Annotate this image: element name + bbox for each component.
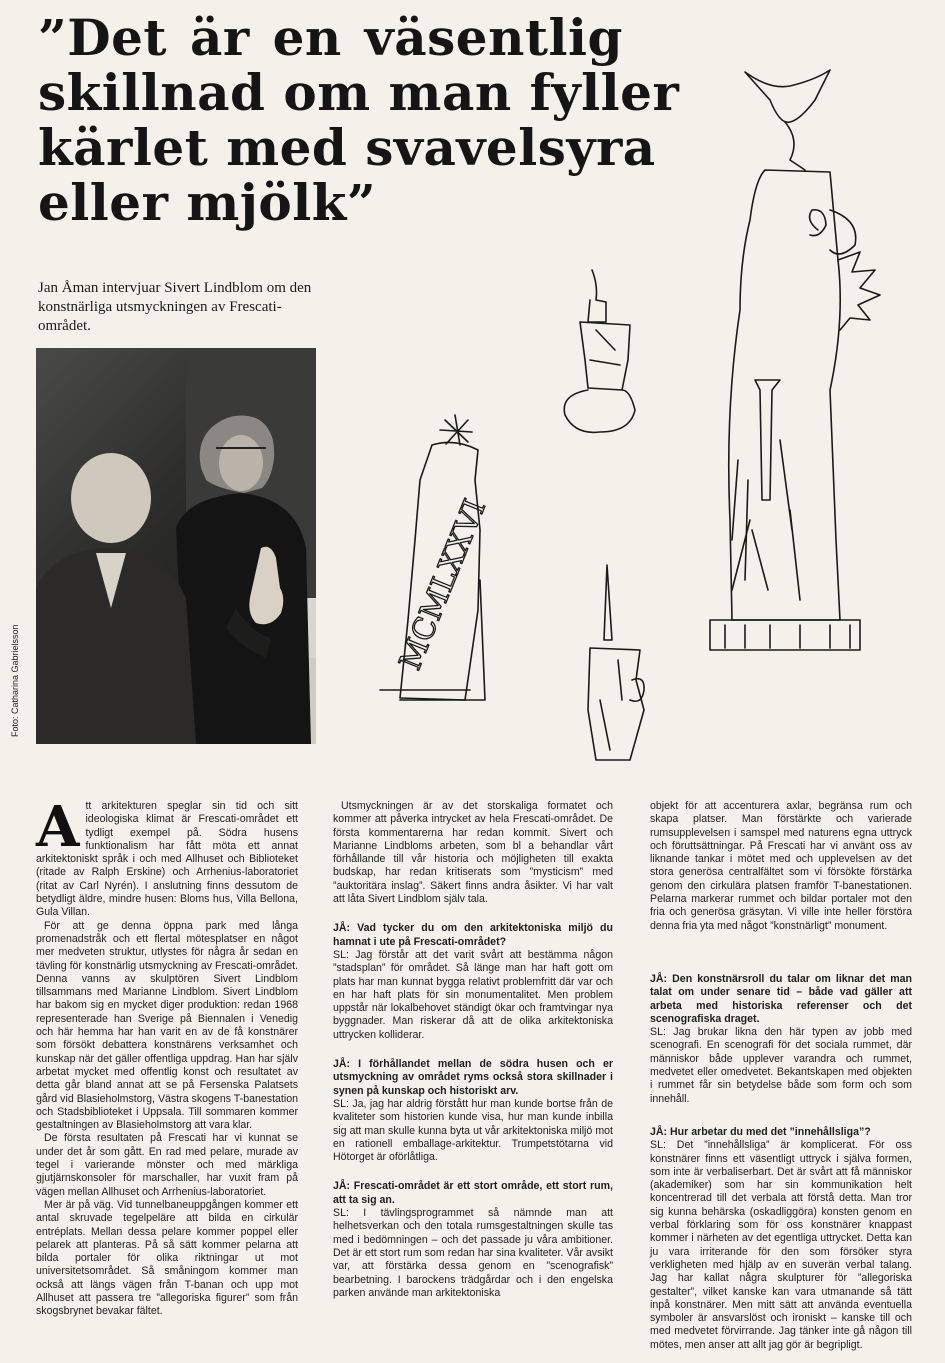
interview-answer: SL: Jag brukar likna den här typen av jobb med scenografi. En scenografi för det sociala rummet, där människor både upplever varandra och rummet, medvetet eller omedvetet. Bekantskapen med objekten i rummet får sin betydelse både som form och som innehåll. [650, 1026, 912, 1105]
interview-photo [36, 348, 316, 744]
article-column-1 [36, 794, 299, 1319]
article-column-2 [333, 800, 613, 1300]
paragraph: objekt för att accenturera axlar, begränsa rum och skapa platser. Man förstärkte och varierade rumsupplevelsen i samspel med naturens egna uttryck och föruttsättningar. På Frescati har vi använt oss av liknande tankar i mötet med och upplevelsen av det stora generösa centralfältet som vi försökte förstärka genom den cirkulära platsen framför T-banestationen. Pelarna markerar rummet och bildar portaler mot den fria och generösa gräsytan. Vi ville inte heller förstöra denna fria yta med något ”konstnärligt” monument. [650, 800, 912, 932]
interview-answer: SL: Det ”innehållsliga” är komplicerat. För oss konstnärer finns ett väsentligt uttryck i själva formen, som inte är verbaliserbart. Det är svårt att få människor (akademiker) som har sin kommunikation helt koncentrerad till det verbala att förstå detta. Man tror sig kunna behärska (oskadliggöra) konsten genom en verbal förklaring som för oss konstnärer knappast kommer i närheten av det egentliga uttrycket. Detta kan ju vara irriterande för den som försöker styra verkligheten med hjälp av en suverän verbal talang. Jag har kallat några skulpturer för ”allegoriska gestalter”, vilket kanske kan vara utmanande så tätt inpå konstnärer. Men mitt sätt att använda eventuella symboler är ansvarslöst och ironiskt – kanske till och med medvetet förvirrande. Jag tänker inte gå någon till mötes, men anser att allt jag gör är begripligt. [650, 1139, 912, 1351]
headline-line-3: kärlet med svavelsyra [38, 118, 656, 177]
headline-line-2: skillnad om man fyller [38, 63, 680, 122]
interview-answer: SL: Jag förstår att det varit svårt att bestämma någon ”stadsplan” för området. Så länge man har haft gott om plats har man kunnat bygga relativt problemfritt där var och en har haft plats för sin monumentalitet. Men problem uppstår när lokalbehovet ständigt ökar och framtvingar nya byggnader. Man riskerar då att de olika arkitektoniska uttrycken kolliderar. [333, 948, 613, 1041]
paragraph [36, 794, 298, 920]
interview-answer: SL: Ja, jag har aldrig förstått hur man kunde bortse från de kvaliteter som historien kunde visa, hur man kunde inbilla sig att man skulle kunna byta ut vår arkitektoniska miljö mot en rationell emballage-arkitektur. Trumpetstötarna vid Hötorget är oförlåtliga. [333, 1097, 613, 1164]
interview-question: JÅ: Frescati-området är ett stort område, ett stort rum, att ta sig an. [333, 1180, 613, 1206]
interview-question: JÅ: Hur arbetar du med det ”innehållsliga”? [650, 1125, 871, 1138]
paragraph: De första resultaten på Frescati har vi kunnat se under det år som gått. En rad med pelare, murade av tegel i varierande mönster och med märkliga gjutjärnskonsoler för marschaller, har vuxit fram på vägen mellan Allhuset och Arrhenius-laboratoriet. [36, 1132, 298, 1198]
headline-line-1 [38, 10, 623, 65]
paragraph-text: tt arkitekturen speglar sin tid och sitt ideologiska klimat är Frescati-området ett tydligt exempel på. Södra husens funktionalism har fått möta ett annat arkitektoniskt språk i och med Allhuset och Biblioteket (ritade av Ralph Erskine) och Arrhenius-laboratoriet (ritat av Carl Nyrén). I anslutning finns dessutom de betydligt äldre, mindre husen: Bloms hus, Villa Bellona, Gula Villan. [36, 800, 298, 919]
sculpture-sketches [360, 60, 930, 780]
paragraph: Utsmyckningen är av det storskaliga formatet och kommer att påverka intrycket av hela Frescati-området. De första kommentarerna har redan kommit. Sivert och Marianne Lindbloms arbeten, som bl a behandlar vårt förhållande till vår historia och möjligheten till exakta budskap, har redan kritiserats som ”mysticism” med ”auktoritära inslag”. Säkert finns andra åsikter. Vi har valt att låta Sivert Lindblom själv tala. [333, 800, 613, 906]
intro-text: Jan Åman intervjuar Sivert Lindblom om den konstnärliga utsmyckningen av Frescati-området. [38, 280, 312, 334]
sketch-small-figure [564, 270, 635, 432]
sketch-inscription: MCMLXXVI [392, 494, 494, 675]
photo-credit: Foto: Catharina Gabrielsson [10, 624, 20, 737]
paragraph: För att ge denna öppna park med långa promenadstråk och ett flertal mötesplatser en något mer medveten struktur, utlystes för några år sedan en tävling för konstnärlig utsmyckning av Frescati-området. Denna vanns av skulptören Sivert Lindblom tillsammans med Marianne Lindblom. Sivert Lindblom har bakom sig en mycket diger produktion: redan 1968 representerade han Sverige på Biennalen i Venedig och här hemma har han varit en av de få konstnärer som försökt debattera konstnärens verksamhet och kunskap när det gäller offentliga uppdrag. Han har själv arbetat mycket med offentlig konst och resultatet av detta går bland annat att se på Fersenska Palatsets gård vid Blasieholmstorg, Västra skogens T-banestation och Stadsbiblioteket i Uppsala. Till sommaren kommer gestaltningen av Blasieholmstorg att vara klar. [36, 919, 299, 1132]
paragraph: Mer är på väg. Vid tunnelbaneuppgången kommer ett antal skruvade tegelpeläre att bilda en cirkulär entréplats. Mellan dessa pelare kommer poppel eller pelarek att planteras. På så sätt kommer pelarna att bilda portaler för olika riktningar ut mot universitetsområdet. Så småningom kommer man också att längs vägen från T-banan och upp mot Allhuset att passera tre ”allegoriska figurer” som från skogsbrynet bevakar fältet. [36, 1198, 298, 1318]
interview-answer: SL: I tävlingsprogrammet så nämnde man att helhetsverkan och den totala rumsgestaltningen skulle tas med i bedömningen – och det passade ju våra ambitioner. Det är ett stort rum som redan har sina kvaliteter. Vår avsikt var, att förstärka dessa genom en ”scenografisk” bearbetning. I barockens trädgårdar och i den engelska parken använde man arkitektoniska [333, 1207, 613, 1299]
sketch-candle-figure [588, 565, 644, 760]
sketch-tall-figure [710, 70, 880, 650]
photo-illustration [36, 348, 316, 744]
interview-question: JÅ: Den konstnärsroll du talar om liknar det man talat om under senare tid – både vad gäller att arbeta med historiska referenser och det scenografiska draget. [650, 972, 912, 1025]
drop-cap: A [36, 794, 80, 860]
article-column-3 [650, 800, 912, 1352]
headline-word: är [189, 8, 250, 67]
interview-question: JÅ: Vad tycker du om den arkitektoniska miljö du hamnat i ute på Frescati-området? [333, 922, 613, 948]
interview-question: JÅ: I förhållandet mellan de södra husen och er utsmyckning av området ryms också stora skillnader i synen på kunskap och historiskt arv. [333, 1058, 613, 1097]
headline-word: en [272, 8, 342, 67]
headline-word: väsentlig [364, 8, 623, 67]
headline-word: ”Det [38, 8, 168, 67]
headline-line-4: eller mjölk” [38, 173, 377, 232]
